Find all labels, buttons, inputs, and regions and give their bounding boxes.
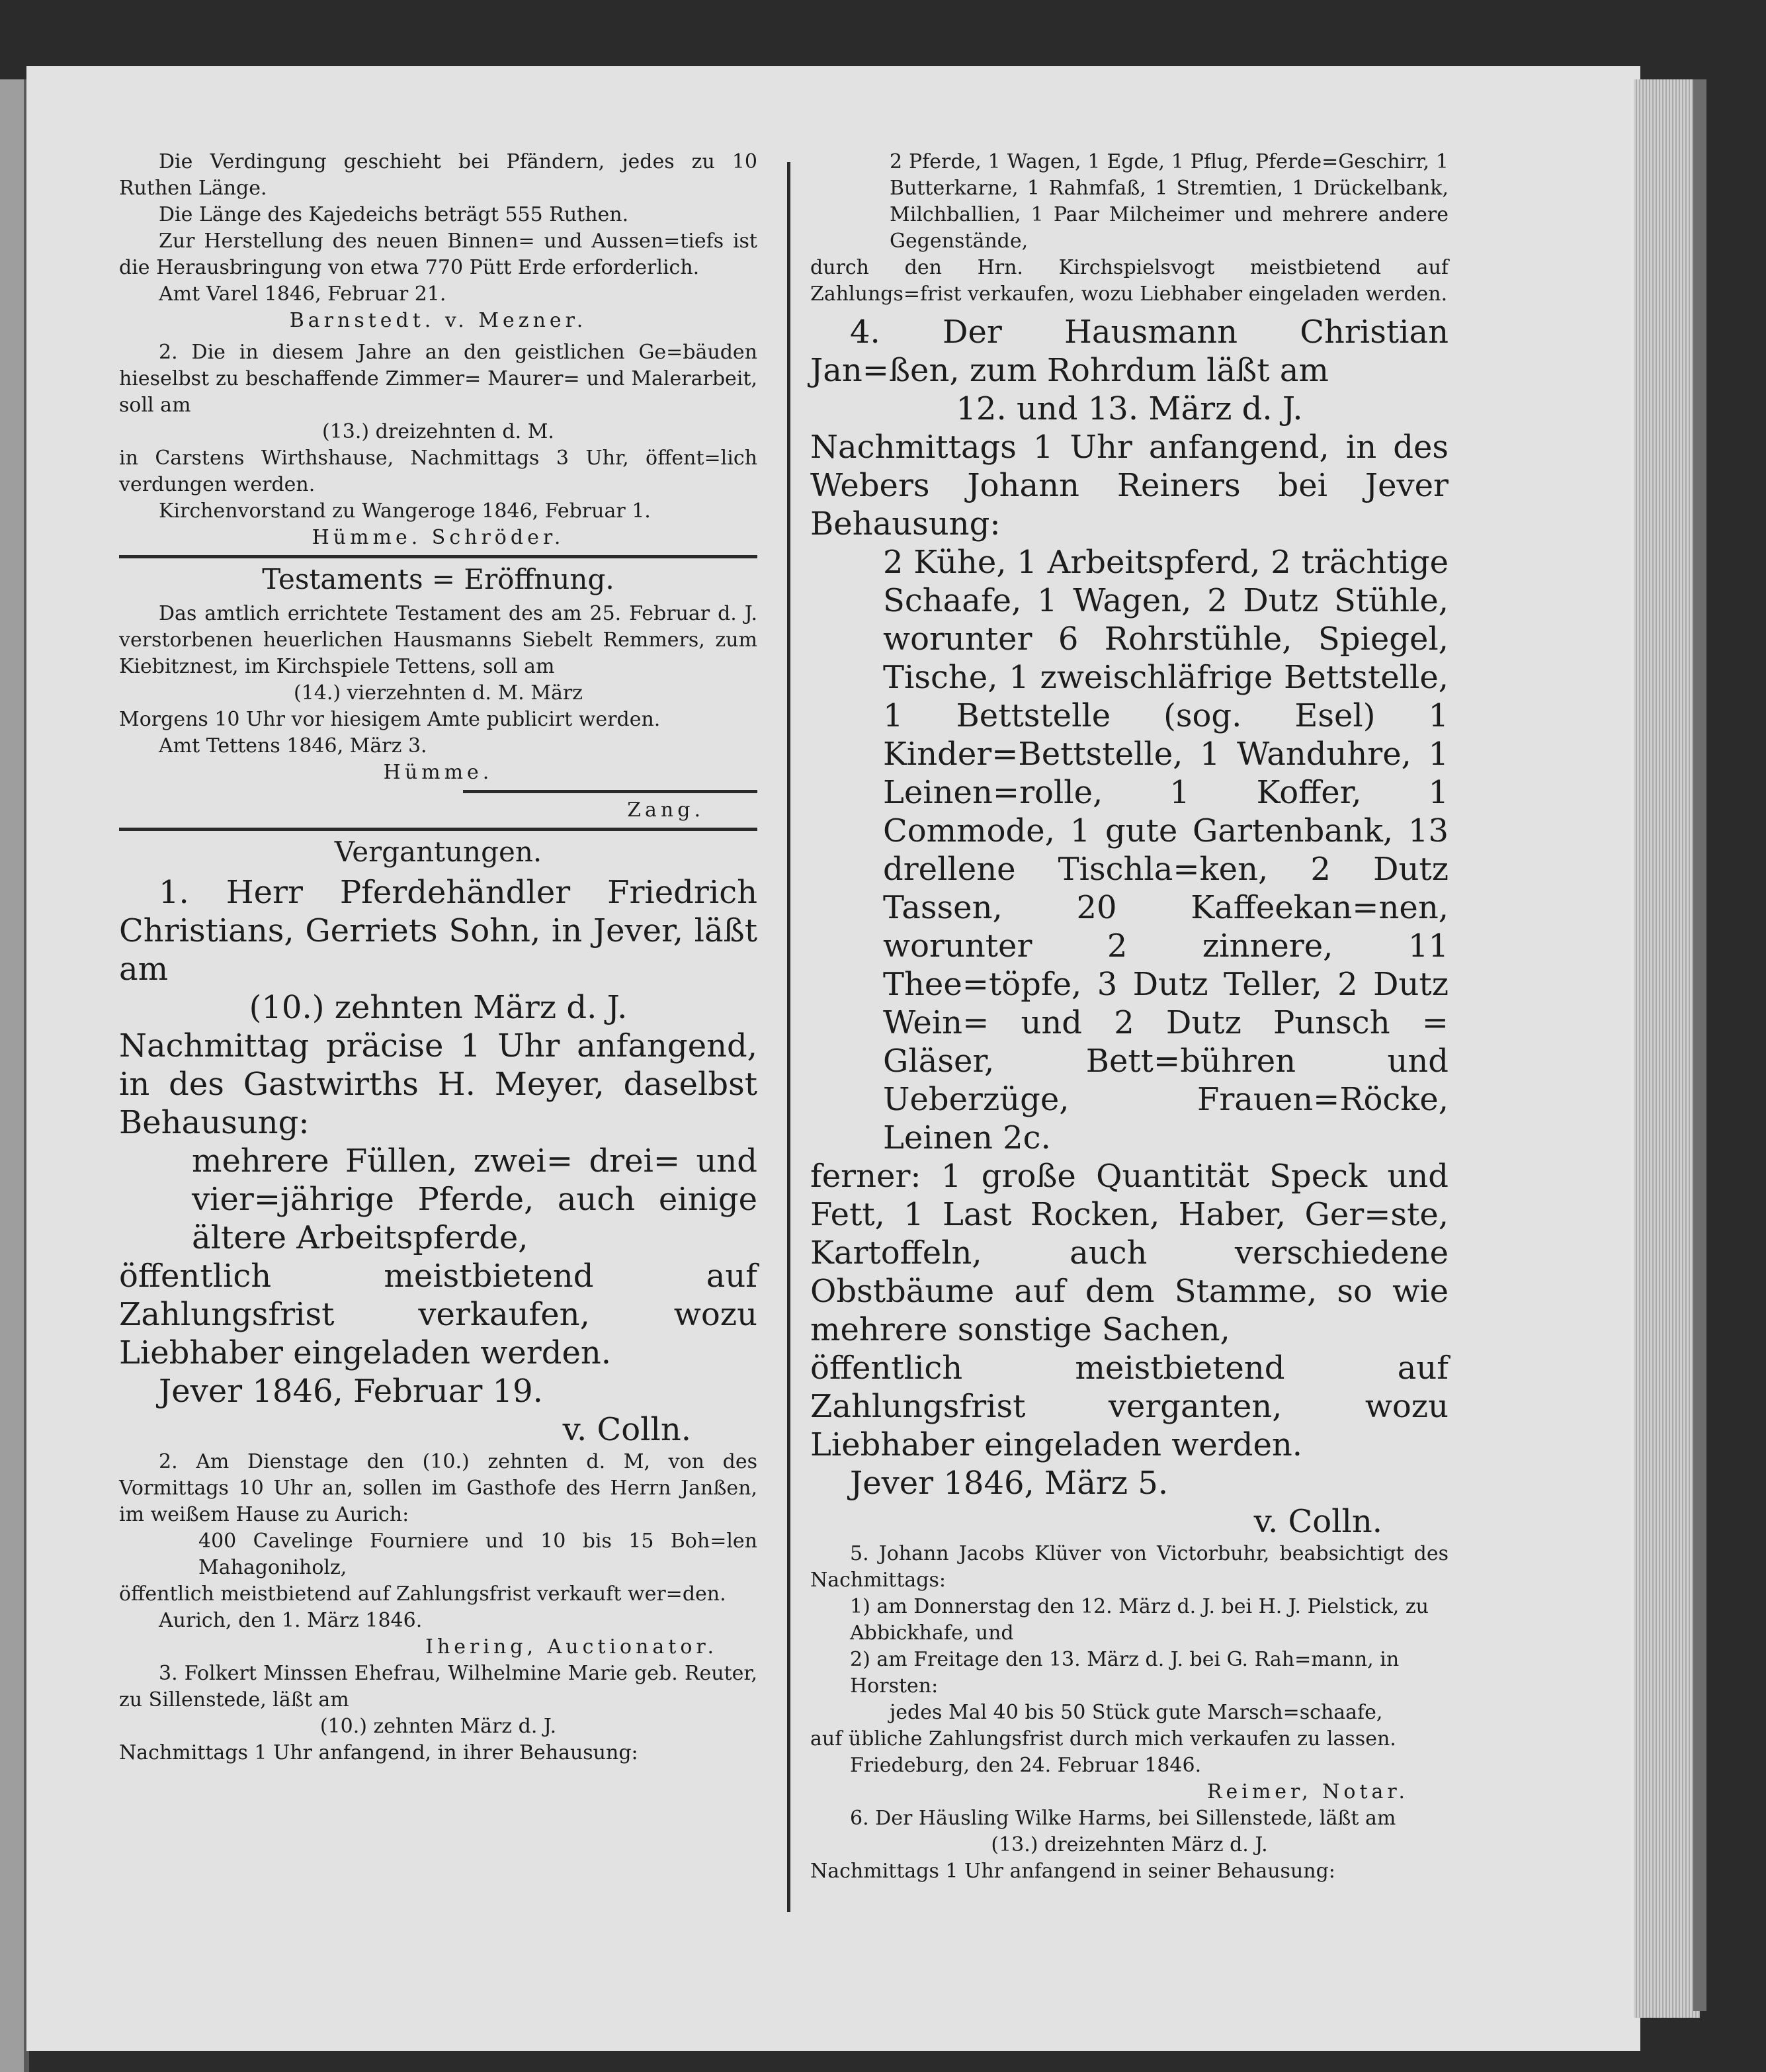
notice-paragraph: Nachmittags 1 Uhr anfangend, in ihrer Behausung: (119, 1741, 638, 1764)
notice-paragraph: in Carstens Wirthshause, Nachmittags 3 Uhr, öffent=lich verdungen werden. (119, 447, 757, 496)
notice-paragraph: Nachmittags 1 Uhr anfangend, in des Webers Johann Reiners bei Jever Behausung: (810, 429, 1449, 542)
notice-paragraph: 6. Der Häusling Wilke Harms, bei Sillenstede, läßt am (850, 1807, 1396, 1830)
notice-paragraph: 2. Am Dienstage den (10.) zehnten d. M, von des Vormittags 10 Uhr an, sollen im Gasthofe des Herrn Janßen, im weißem Hause zu Aurich: (119, 1450, 757, 1526)
notice-paragraph: 3. Folkert Minssen Ehefrau, Wilhelmine Marie geb. Reuter, zu Sillenstede, läßt am (119, 1662, 757, 1711)
notice-paragraph: Die Länge des Kajedeichs beträgt 555 Ruthen. (159, 203, 629, 226)
auction-3 (119, 1661, 757, 1766)
notice-signature-2: Zang. (627, 799, 704, 822)
notice-signature: Hümme. (383, 761, 493, 784)
notice-paragraph: 5. Johann Jacobs Klüver von Victorbuhr, beabsichtigt des Nachmittags: (810, 1542, 1449, 1592)
auction-date-item: 2) am Freitage den 13. März d. J. bei G. Rah=mann, in Horsten: (850, 1648, 1400, 1698)
notice-paragraph: durch den Hrn. Kirchspielsvogt meistbietend auf Zahlungs=frist verkaufen, wozu Liebhaber eingeladen werden. (810, 256, 1449, 306)
notice-date-line: (13.) dreizehnten d. M. (322, 420, 554, 443)
notice-date: Amt Varel 1846, Februar 21. (159, 282, 446, 306)
book-gutter (0, 79, 26, 2072)
notice-1 (119, 149, 757, 334)
notice-signature: Ihering, Auctionator. (425, 1635, 718, 1659)
signature-rule (463, 790, 757, 793)
testament-section (119, 562, 757, 824)
notice-paragraph: Nachmittags 1 Uhr anfangend in seiner Behausung: (810, 1860, 1335, 1883)
notice-paragraph: ferner: 1 große Quantität Speck und Fett, 1 Last Rocken, Haber, Ger=ste, Kartoffeln, auch verschiedene Obstbäume auf dem Stamme, so wie mehrere sonstige Sachen, (810, 1158, 1449, 1348)
notice-paragraph: Morgens 10 Uhr vor hiesigem Amte publicirt werden. (119, 708, 661, 731)
notice-place: Jever 1846, März 5. (850, 1465, 1169, 1502)
notice-paragraph: Die Verdingung geschieht bei Pfändern, jedes zu 10 Ruthen Länge. (119, 150, 757, 200)
notice-date-line: (14.) vierzehnten d. M. März (294, 681, 583, 705)
notice-paragraph: öffentlich meistbietend auf Zahlungsfrist verkaufen, wozu Liebhaber eingeladen werden. (119, 1258, 757, 1371)
auction-3-continued (810, 149, 1449, 308)
column-rule (787, 162, 790, 1912)
notice-paragraph: 4. Der Hausmann Christian Jan=ßen, zum Rohrdum läßt am (810, 314, 1449, 389)
auction-4 (810, 313, 1449, 1541)
notice-signature: Hümme. Schröder. (312, 526, 565, 549)
notice-signature: Reimer, Notar. (1206, 1780, 1409, 1803)
notice-signature: Barnstedt. v. Mezner. (289, 309, 587, 332)
section-heading: Vergantungen. (334, 836, 542, 868)
book-page-edges (1634, 79, 1700, 2018)
auction-1 (119, 873, 757, 1449)
auction-items: 400 Cavelinge Fourniere und 10 bis 15 Boh=len Mahagoniholz, (198, 1530, 757, 1579)
notice-date-line: 12. und 13. März d. J. (956, 390, 1303, 427)
right-column (810, 149, 1449, 1885)
auction-items: 2 Kühe, 1 Arbeitspferd, 2 trächtige Schaafe, 1 Wagen, 2 Dutz Stühle, worunter 6 Rohrstühle, Spiegel, Tische, 1 zweischläfrige Bettstelle, 1 Bettstelle (sog. Esel) 1 Kinder=Bettstelle, 1 Wanduhre, 1 Leinen=rolle, 1 Koffer, 1 Commode, 1 gute Gartenbank, 13 drellene Tischla=ken, 2 Dutz Tassen, 20 Kaffeekan=nen, worunter 2 zinnere, 11 Thee=töpfe, 3 Dutz Teller, 2 Dutz Wein= und 2 Dutz Punsch = Gläser, Bett=bühren und Ueberzüge, Frauen=Röcke, Leinen 2c. (883, 544, 1449, 1156)
notice-paragraph: Zur Herstellung des neuen Binnen= und Aussen=tiefs ist die Herausbringung von etwa 770 Pütt Erde erforderlich. (119, 230, 757, 279)
vergantungen-section (119, 835, 757, 1766)
notice-date-line: (10.) zehnten März d. J. (249, 989, 628, 1026)
section-heading: Testaments = Eröffnung. (262, 563, 614, 595)
notice-place: Amt Tettens 1846, März 3. (159, 734, 427, 757)
notice-place: Kirchenvorstand zu Wangeroge 1846, Februar 1. (159, 499, 651, 523)
notice-paragraph: öffentlich meistbietend auf Zahlungsfrist verganten, wozu Liebhaber eingeladen werden. (810, 1350, 1449, 1463)
notice-paragraph: auf übliche Zahlungsfrist durch mich verkaufen zu lassen. (810, 1727, 1396, 1750)
notice-date-line: (10.) zehnten März d. J. (319, 1715, 557, 1738)
notice-place: Friedeburg, den 24. Februar 1846. (850, 1754, 1202, 1777)
auction-2 (119, 1449, 757, 1661)
notice-date-line: (13.) dreizehnten März d. J. (991, 1833, 1268, 1856)
book-edge-shadow (1693, 79, 1706, 2011)
notice-signature: v. Colln. (562, 1411, 691, 1448)
notice-place: Aurich, den 1. März 1846. (159, 1609, 423, 1632)
left-column (119, 149, 757, 1766)
section-divider (119, 555, 757, 558)
notice-paragraph: Das amtlich errichtete Testament des am 25. Februar d. J. verstorbenen heuerlichen Hausmanns Siebelt Remmers, zum Kiebitznest, im Kirchspiele Tettens, soll am (119, 602, 757, 678)
auction-5 (810, 1541, 1449, 1805)
notice-paragraph: 2. Die in diesem Jahre an den geistlichen Ge=bäuden hieselbst zu beschaffende Zimmer= Maurer= und Malerarbeit, soll am (119, 341, 757, 417)
auction-items: mehrere Füllen, zwei= drei= und vier=jährige Pferde, auch einige ältere Arbeitspferde, (192, 1143, 757, 1256)
notice-paragraph: öffentlich meistbietend auf Zahlungsfrist verkauft wer=den. (119, 1582, 726, 1606)
section-divider (119, 828, 757, 831)
auction-6 (810, 1805, 1449, 1885)
notice-place: Jever 1846, Februar 19. (159, 1373, 543, 1410)
auction-items: jedes Mal 40 bis 50 Stück gute Marsch=schaafe, (890, 1701, 1383, 1724)
auction-items: 2 Pferde, 1 Wagen, 1 Egde, 1 Pflug, Pferde=Geschirr, 1 Butterkarne, 1 Rahmfaß, 1 Stremtien, 1 Drückelbank, Milchballien, 1 Paar Milcheimer und mehrere andere Gegenstände, (890, 150, 1449, 253)
notice-2 (119, 339, 757, 551)
notice-paragraph: 1. Herr Pferdehändler Friedrich Christians, Gerriets Sohn, in Jever, läßt am (119, 874, 757, 988)
notice-paragraph: Nachmittag präcise 1 Uhr anfangend, in des Gastwirths H. Meyer, daselbst Behausung: (119, 1027, 757, 1141)
notice-signature: v. Colln. (1253, 1503, 1382, 1540)
auction-date-item: 1) am Donnerstag den 12. März d. J. bei H. J. Pielstick, zu Abbickhafe, und (850, 1595, 1429, 1645)
